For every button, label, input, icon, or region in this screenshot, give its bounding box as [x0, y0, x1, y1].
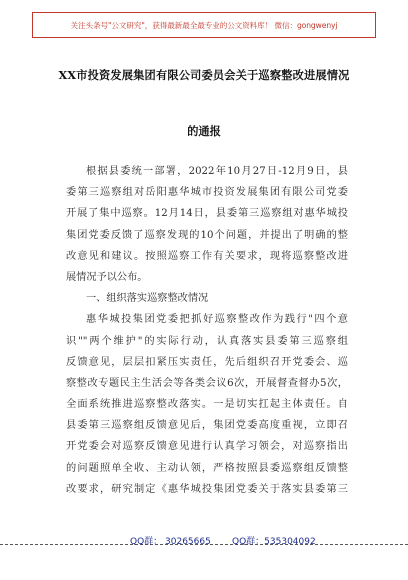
body-line: 开展了集中巡察。12月14日，县委第三巡察组对惠华城投 [66, 208, 348, 220]
document-body [66, 161, 348, 500]
body-line: 展情况予以公布。 [66, 271, 148, 283]
banner-text: 关注头条号"公文研究"，获得最新最全最专业的公文资料库！ 微信：gongwenyj [70, 20, 338, 30]
body-line: 反馈意见，层层扣紧压实责任，先后组织召开党委会、巡 [66, 356, 348, 368]
document-title: XX市投资发展集团有限公司委员会关于巡察整改进展情况 [58, 68, 350, 82]
body-line: 识""两个维护"的实际行动，认真落实县委第三巡察组 [66, 335, 348, 347]
body-line: 改要求，研究制定《惠华城投集团党委关于落实县委第三 [66, 483, 348, 495]
footer [0, 534, 408, 548]
body-line: 全面系统推进巡察整改落实。一是切实扛起主体责任。自 [66, 399, 348, 411]
body-line: 的问题照单全收、主动认领，严格按照县委巡察组反馈整 [66, 462, 348, 474]
header-banner [32, 12, 376, 38]
section-heading: 一、组织落实巡察整改情况 [86, 293, 209, 305]
body-line: 根据县委统一部署，2022年10月27日-12月9日，县 [86, 166, 348, 177]
body-line: 集团党委反馈了巡察发现的10个问题，并提出了明确的整 [66, 229, 348, 241]
document-title-continued: 的通报 [187, 124, 221, 138]
body-line: 惠华城投集团党委把抓好巡察整改作为践行"四个意 [86, 314, 348, 326]
body-line: 开党委会对巡察反馈意见进行认真学习领会，对巡察指出 [66, 441, 348, 453]
footer-qq-group-2: QQ群：535304092 [232, 537, 316, 547]
footer-qq-group-1: QQ群： 30265665 [130, 537, 211, 547]
body-line: 委第三巡察组对岳阳惠华城市投资发展集团有限公司党委 [66, 187, 348, 199]
body-line: 察整改专题民主生活会等各类会议6次，开展督查督办5次， [66, 377, 348, 389]
body-line: 改意见和建议。按照巡察工作有关要求，现将巡察整改进 [66, 250, 348, 262]
body-line: 县委第三巡察组反馈意见后，集团党委高度重视，立即召 [66, 420, 348, 432]
